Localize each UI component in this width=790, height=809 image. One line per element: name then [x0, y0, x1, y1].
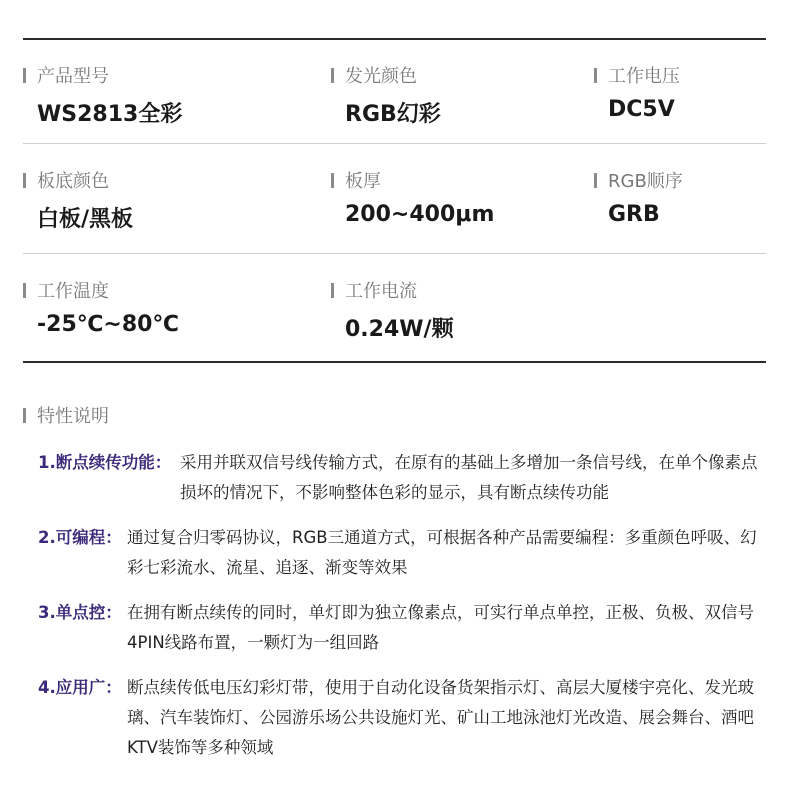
spec-current: [331, 278, 454, 343]
feature-heading: 4.应用广：: [38, 678, 122, 697]
feature-text: 采用并联双信号线传输方式，在原有的基础上多增加一条信号线，在单个像素点损坏的情况下，不影响整体色彩的显示，具有断点续传功能: [180, 453, 758, 502]
features-title-text: 特性说明: [37, 406, 109, 427]
spec-value: 0.24W/颗: [345, 317, 454, 342]
feature-heading: 2.可编程：: [38, 528, 122, 547]
spec-label: [331, 278, 454, 302]
row-divider: [23, 253, 766, 254]
feature-item-programmable: [38, 523, 768, 583]
spec-label: [594, 63, 680, 87]
bullet-bar: [331, 283, 334, 298]
spec-label-text: 板厚: [345, 171, 381, 192]
spec-model: [23, 63, 182, 128]
feature-text: 断点续传低电压幻彩灯带，使用于自动化设备货架指示灯、高层大厦楼宇亮化、发光玻璃、汽车装饰灯、公园游乐场公共设施灯光、矿山工地泳池灯光改造、展会舞台、酒吧KTV装饰等多种领域: [127, 678, 754, 757]
feature-item-applications: [38, 673, 768, 763]
bullet-bar: [23, 283, 26, 298]
spec-label-text: RGB顺序: [608, 171, 683, 192]
spec-label-text: 发光颜色: [345, 66, 417, 87]
spec-label: [331, 63, 441, 87]
spec-label: [23, 168, 133, 192]
spec-thickness: [331, 168, 494, 227]
spec-label: [594, 168, 683, 192]
spec-label-text: 工作电压: [608, 66, 680, 87]
bullet-bar: [23, 68, 26, 83]
bullet-bar: [331, 173, 334, 188]
feature-item-single-point: [38, 598, 768, 658]
feature-heading: 3.单点控：: [38, 603, 122, 622]
spec-label-text: 板底颜色: [37, 171, 109, 192]
spec-value: GRB: [608, 202, 660, 227]
features-title: [23, 403, 109, 427]
spec-label: [23, 63, 182, 87]
feature-heading: 1.断点续传功能：: [38, 453, 172, 472]
bullet-bar: [594, 173, 597, 188]
spec-emit-color: [331, 63, 441, 128]
spec-value: RGB幻彩: [345, 102, 441, 127]
spec-value: DC5V: [608, 97, 675, 122]
spec-value: -25℃~80℃: [37, 312, 180, 337]
spec-label: [23, 278, 179, 302]
row-divider: [23, 143, 766, 144]
bullet-bar: [331, 68, 334, 83]
bullet-bar: [594, 68, 597, 83]
spec-value: 200~400μm: [345, 202, 495, 227]
feature-text: 在拥有断点续传的同时，单灯即为独立像素点，可实行单点单控，正极、负极、双信号4PIN线路布置，一颗灯为一组回路: [127, 603, 754, 652]
top-divider: [23, 38, 766, 40]
spec-temperature: [23, 278, 179, 337]
bottom-divider: [23, 361, 766, 363]
spec-label-text: 工作温度: [37, 281, 109, 302]
spec-label-text: 产品型号: [37, 66, 109, 87]
spec-board-color: [23, 168, 133, 233]
spec-value: 白板/黑板: [37, 207, 134, 232]
bullet-bar: [23, 408, 26, 423]
spec-rgb-order: [594, 168, 683, 227]
spec-label-text: 工作电流: [345, 281, 417, 302]
bullet-bar: [23, 173, 26, 188]
feature-item-breakpoint: [38, 448, 768, 508]
spec-label: [331, 168, 494, 192]
spec-voltage: [594, 63, 680, 122]
feature-text: 通过复合归零码协议，RGB三通道方式，可根据各种产品需要编程：多重颜色呼吸、幻彩七彩流水、流星、追逐、渐变等效果: [127, 528, 757, 577]
spec-value: WS2813全彩: [37, 102, 183, 127]
